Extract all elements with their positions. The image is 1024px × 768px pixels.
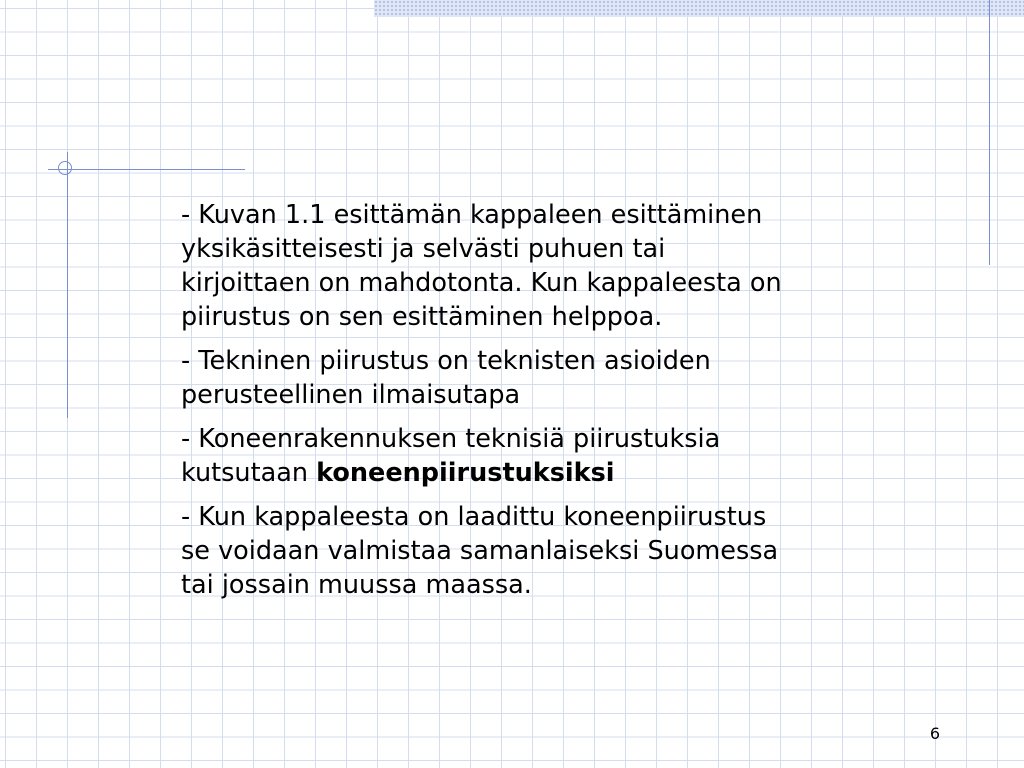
top-decorative-band xyxy=(374,0,1024,17)
paragraph-3-bold-term: koneenpiirustuksiksi xyxy=(316,458,615,488)
paragraph-1-text: - Kuvan 1.1 esittämän kappaleen esittäminen yksikäsitteisesti ja selvästi puhuen tai kirjoittaen on mahdotonta. Kun kappaleesta on piirustus on sen esittäminen helppoa. xyxy=(181,200,782,332)
corner-vertical-rule xyxy=(67,152,68,418)
corner-circle-icon xyxy=(58,161,72,175)
paragraph-2 xyxy=(181,344,921,412)
paragraph-2-text: - Tekninen piirustus on teknisten asioiden perusteellinen ilmaisutapa xyxy=(181,346,711,410)
page-number: 6 xyxy=(929,724,940,743)
slide-body xyxy=(181,198,921,612)
paragraph-4-text: - Kun kappaleesta on laadittu koneenpiirustus se voidaan valmistaa samanlaiseksi Suomessa tai jossain muussa maassa. xyxy=(181,502,779,600)
paragraph-3-text: - Koneenrakennuksen teknisiä piirustuksia kutsutaan xyxy=(181,424,721,488)
paragraph-3 xyxy=(181,422,921,490)
paragraph-4 xyxy=(181,500,921,602)
right-decorative-rule xyxy=(989,0,990,265)
paragraph-1 xyxy=(181,198,921,334)
corner-horizontal-rule xyxy=(48,169,245,170)
